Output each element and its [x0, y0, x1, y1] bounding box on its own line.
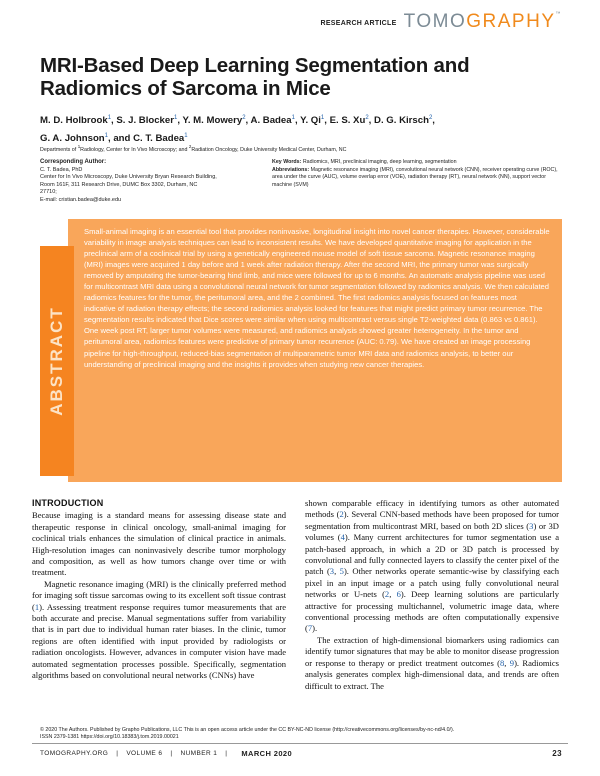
footer-site[interactable]: TOMOGRAPHY.ORG: [40, 750, 109, 757]
citation-link[interactable]: 2: [384, 589, 390, 600]
paragraph: Because imaging is a standard means for assessing disease state and therapeutic response in clinical oncology, small-animal imaging for coclinical trials enhances the simulation of clinical practice in animals. High-resolution images can noninvasively describe tumor morphology and composition, as well as how tumors change over time or with treatment.: [32, 510, 286, 578]
footer-volume: VOLUME 6: [126, 750, 163, 757]
page-number: 23: [552, 749, 562, 758]
author: C. T. Badea$^1$: [133, 132, 188, 144]
trademark-mark: ™: [555, 10, 562, 17]
citation-link[interactable]: 1: [34, 601, 40, 612]
footer-separator: |: [170, 750, 173, 757]
page-footer: [40, 749, 562, 758]
corresponding-line: C. T. Badea, PhD: [40, 166, 83, 173]
journal-header: [40, 10, 562, 32]
abstract-label-text: ABSTRACT: [47, 306, 66, 416]
author-list: [40, 111, 560, 146]
journal-logo-part-b: GRAPHY: [466, 10, 556, 32]
citation-link[interactable]: 8: [500, 657, 505, 668]
affiliations: Departments of $^1$Radiology, Center for In Vivo Microscopy; and $^2$Radiation Oncology, Duke University Medical Center, Durham, NC: [40, 144, 347, 153]
footer-separator: |: [116, 750, 119, 757]
author: G. A. Johnson$^1$, and: [40, 132, 134, 144]
citation-link[interactable]: 7: [307, 623, 313, 634]
paragraph: The extraction of high-dimensional biomarkers using radiomics can identify tumor signatures that may be able to monitor disease progression or response to therapy or predict treatment outcomes (8, 9). Radiomics analysis generates complex high-dimensional data, and trends are often difficult to extract. The: [305, 634, 559, 691]
citation-link[interactable]: 4: [340, 532, 345, 543]
article-title: MRI-Based Deep Learning Segmentation and Radiomics of Sarcoma in Mice: [40, 54, 470, 100]
citation-link[interactable]: 6: [396, 589, 401, 600]
journal-logo-part-a: TOMO: [403, 10, 467, 32]
paragraph: Magnetic resonance imaging (MRI) is the clinically preferred method for imaging soft tissue sarcomas owing to its excellent soft tissue contrast (1). Assessing treatment response requires tumor measurements that are both accurate and precise. Manual segmentations suffer from variability that is in part due to individual human rater biases. In the clinic, tumor regions are often identified with input provided by radiologists or radiation oncologists. However, advances in computer vision have made automated segmentation processes possible. Specifically, segmentation algorithms based on convolutional neural networks (CNNs) have: [32, 578, 286, 681]
license-line: © 2020 The Authors. Published by Grapho Publications, LLC This is an open access article under the CC BY-NC-ND license (http://creativecommons.org/licenses/by-nc-nd/4.0/).: [40, 727, 455, 733]
paragraph: shown comparable efficacy in identifying tumors as other automated methods (2). Several CNN-based methods have been proposed for tumor segmentation from multicontrast MRI, based on both 2D slices (3) or 3D volumes (4). Many current architectures for tumor segmentation use a patch-based approach, in which a 2D or 3D patch is processed by convolutional and fully connected layers to classify the center pixel of the patch (3, 5). Other networks operate semantic-wise by classifying each pixel in an input image or a patch using fully convolutional neural networks or U-nets (2, 6). Deep learning solutions are particularly attractive for processing multichannel, volumetric image data, where conventional processing methods are often computationally expensive (7).: [305, 498, 560, 634]
abstract-box: [68, 219, 562, 482]
footer-divider: [32, 743, 568, 744]
author: E. S. Xu$^2$,: [329, 115, 375, 127]
issn-doi-line: ISSN 2379-1381 https://doi.org/10.18383/j.tom.2019.00021: [40, 734, 179, 740]
citation-link[interactable]: 2: [339, 509, 344, 520]
abstract-label: [40, 246, 74, 476]
author: A. Badea$^1$,: [250, 115, 301, 127]
abstract-text: Small-animal imaging is an essential tool that provides noninvasive, longitudinal insight into novel cancer therapies. However, considerable variability in image analysis techniques can lead to inconsistent results. We have developed quantitative imaging for application in the preclinical arm of a coclinical trial by using a genetically engineered mouse model of soft tissue sarcoma. Magnetic resonance imaging (MRI) images were acquired 1 day before and 1 week after radiation therapy. After the second MRI, the primary tumor was surgically removed by amputating the tumor-bearing hind limb, and mice were followed for up to 6 months. An automatic analysis pipeline was used for multicontrast MRI data using a convolutional neural network for tumor segmentation followed by radiomics analysis. We then calculated radiomics features for the tumor, the peritumoral area, and the 2 combined. The first radiomics analysis focused on features most indicative of radiation therapy effects; the second radiomics analysis looked for features that might predict primary tumor recurrence. The segmentation results indicated that Dice scores were similar when using multicontrast versus single T2-weighted data (0.863 vs 0.861). One week post RT, larger tumor volumes were measured, and radiomics analysis showed greater heterogeneity. In the tumor and peritumoral area, radiomics features were predictive of primary tumor recurrence (AUC: 0.79). We have created an image processing pipeline for high-throughput, reduced-bias segmentation of multiparametric tumor MRI data and radiomics analysis, to better our understanding of preclinical imaging and the insights it provides when studying new cancer therapies.: [84, 227, 550, 369]
article-type: RESEARCH ARTICLE: [320, 19, 397, 27]
corresponding-line: 27710;: [40, 189, 57, 196]
copyright-notice: [40, 727, 560, 741]
author: S. J. Blocker$^1$,: [116, 115, 183, 127]
citation-link[interactable]: 3: [529, 520, 534, 531]
abbreviations: Abbreviations: Magnetic resonance imaging (MRI), convolutional neural network (CNN), receiver operating curve (ROC), area under the curve (AUC), volume overlap error (VOE), radiation therapy (RT), neural network (NN), support vector machine (SVM): [272, 166, 558, 188]
author: M. D. Holbrook$^1$,: [40, 115, 117, 127]
corresponding-line: Center for In Vivo Microscopy, Duke University Bryan Research Building,: [40, 174, 217, 181]
corresponding-heading: Corresponding Author:: [40, 159, 107, 165]
corresponding-email[interactable]: E-mail: cristian.badea@duke.edu: [40, 196, 122, 203]
author: D. G. Kirsch$^2$,: [374, 115, 435, 127]
keywords-block: [272, 159, 562, 189]
citation-link[interactable]: 9: [509, 657, 515, 668]
body-column-left: [32, 498, 286, 682]
citation-link[interactable]: 5: [339, 566, 344, 577]
author: Y. M. Mowery$^2$,: [182, 115, 251, 127]
author: Y. Qi$^1$,: [300, 115, 330, 127]
journal-logo: [404, 12, 562, 31]
footer-separator: |: [225, 750, 228, 757]
footer-number: NUMBER 1: [180, 750, 218, 757]
body-column-right: [305, 498, 559, 692]
section-heading-introduction: INTRODUCTION: [32, 498, 104, 508]
corresponding-author: [40, 159, 260, 205]
corresponding-line: Room 161F, 311 Research Drive, DUMC Box 3302, Durham, NC: [40, 181, 198, 188]
footer-date: MARCH 2020: [241, 749, 293, 758]
keywords: Key Words: Radiomics, MRI, preclinical imaging, deep learning, segmentation: [272, 159, 457, 165]
citation-link[interactable]: 3: [329, 566, 335, 577]
